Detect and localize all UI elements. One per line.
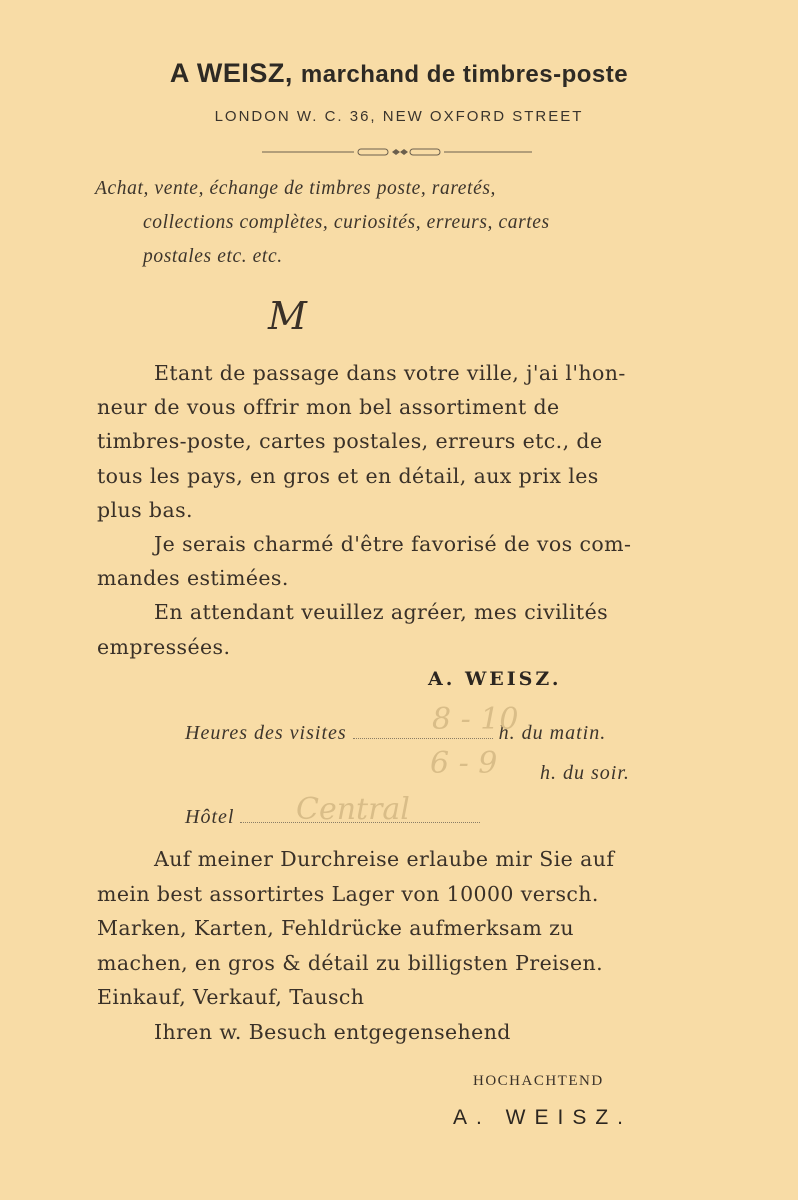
activities-list [95,172,705,274]
handwritten-evening-hours: 6 - 9 [430,746,498,781]
visit-hours-morning [185,722,606,745]
evening-suffix: h. du soir. [540,762,630,784]
french-line: En attendant veuillez agréer, mes civilités [154,600,609,625]
french-line: empressées. [97,634,231,659]
visit-hours-label: Heures des visites [185,722,347,744]
french-line: mandes estimées. [97,566,289,591]
french-letter-body [97,356,697,664]
handwritten-hotel: Central [296,792,410,827]
german-closing: HOCHACHTEND [473,1073,604,1089]
german-line: machen, en gros & détail zu billigsten Preisen. [97,950,604,975]
french-signature: A. WEISZ. [428,668,562,690]
morning-suffix: h. du matin. [498,722,607,744]
merchant-trade: marchand de timbres-poste [300,61,629,88]
german-letter-body [97,842,697,1050]
merchant-name: A WEISZ, [169,58,293,88]
german-line: Marken, Karten, Fehldrücke aufmerksam zu [97,916,574,941]
french-line: Je serais charmé d'être favorisé de vos com- [154,532,632,557]
french-line: neur de vous offrir mon bel assortiment de [97,395,560,420]
activities-line: postales etc. etc. [143,246,283,267]
ornament-divider [262,144,532,160]
german-line: Einkauf, Verkauf, Tausch [97,985,365,1010]
french-line: timbres-poste, cartes postales, erreurs etc., de [97,429,603,454]
activities-line: collections complètes, curiosités, erreurs, cartes [143,212,550,233]
german-line: Auf meiner Durchreise erlaube mir Sie auf [154,847,615,871]
handwritten-morning-hours: 8 - 10 [432,702,519,737]
salutation: M [268,294,305,338]
hotel-label: Hôtel [185,806,235,828]
german-signature: A. WEISZ. [453,1106,633,1129]
address-line: LONDON W. C. 36, NEW OXFORD STREET [214,108,584,125]
activities-line: Achat, vente, échange de timbres poste, raretés, [95,178,496,199]
visit-hours-evening [540,762,630,785]
german-line: Ihren w. Besuch entgegensehend [154,1019,511,1044]
french-line: Etant de passage dans votre ville, j'ai l'hon- [154,361,626,385]
french-line: tous les pays, en gros et en détail, aux prix les [97,463,599,488]
french-line: plus bas. [97,497,193,522]
german-line: mein best assortirtes Lager von 10000 versch. [97,881,599,906]
header-title [0,58,798,89]
